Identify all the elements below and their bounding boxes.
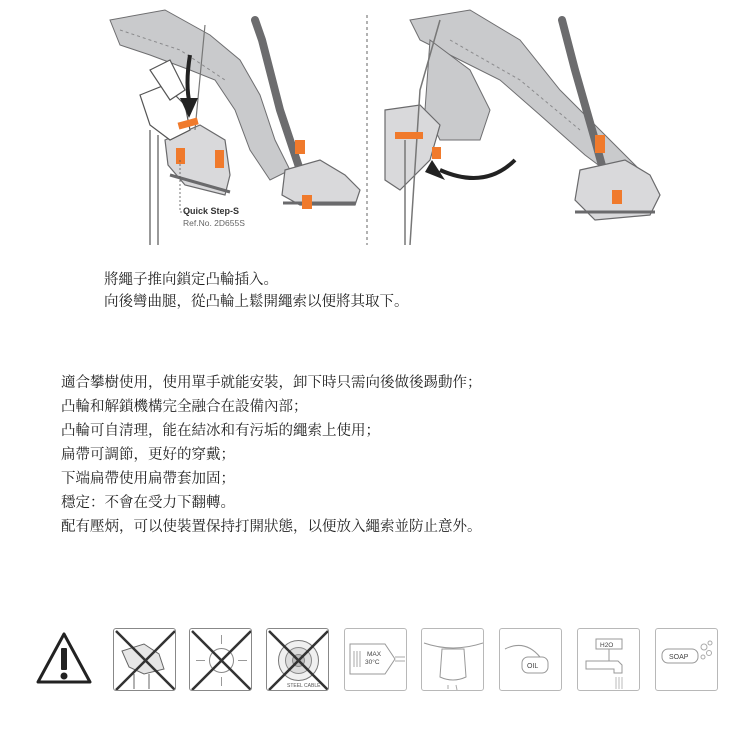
feature-item: 扁帶可調節，更好的穿戴； xyxy=(61,447,235,463)
care-icons-row xyxy=(0,620,750,700)
caption-product: Quick Step-S xyxy=(183,206,240,216)
right-scene xyxy=(385,10,660,245)
caption-ref-number: Ref.No. 2D655S xyxy=(183,218,245,228)
soap-label: SOAP xyxy=(669,654,689,661)
soap-icon xyxy=(655,628,718,691)
h2o-label: H2O xyxy=(600,642,614,649)
no-steel-cable-icon xyxy=(266,628,329,691)
warning-icon xyxy=(36,630,92,686)
feature-item: 下端扁帶使用扁帶套加固； xyxy=(61,471,235,487)
feature-item: 穩定：不會在受力下翻轉。 xyxy=(61,495,235,511)
feature-item: 凸輪和解鎖機構完全融合在設備內部； xyxy=(61,399,308,415)
feature-list xyxy=(61,371,482,539)
usage-illustration xyxy=(0,0,750,250)
water-tap-icon xyxy=(577,628,640,691)
illustration-caption xyxy=(183,205,245,229)
oil-label: OIL xyxy=(527,663,539,670)
no-misuse-icon xyxy=(113,628,176,691)
no-sunlight-icon xyxy=(189,628,252,691)
feature-item: 配有壓炳，可以使裝置保持打開狀態，以便放入繩索並防止意外。 xyxy=(61,519,482,535)
max-label: MAX xyxy=(367,651,382,658)
steel-cable-label: STEEL CABLE xyxy=(287,683,321,689)
instruction-line: 向後彎曲腿，從凸輪上鬆開繩索以便將其取下。 xyxy=(104,294,409,310)
temperature-label: 30°C xyxy=(365,659,380,666)
oil-icon xyxy=(499,628,562,691)
instruction-line: 將繩子推向鎖定凸輪插入。 xyxy=(104,272,278,288)
usage-instructions xyxy=(104,269,409,313)
feature-item: 適合攀樹使用，使用單手就能安裝，卸下時只需向後做後踢動作； xyxy=(61,375,482,391)
max-temperature-icon xyxy=(344,628,407,691)
feature-item: 凸輪可自清理，能在結冰和有污垢的繩索上使用； xyxy=(61,423,380,439)
hang-dry-icon xyxy=(421,628,484,691)
